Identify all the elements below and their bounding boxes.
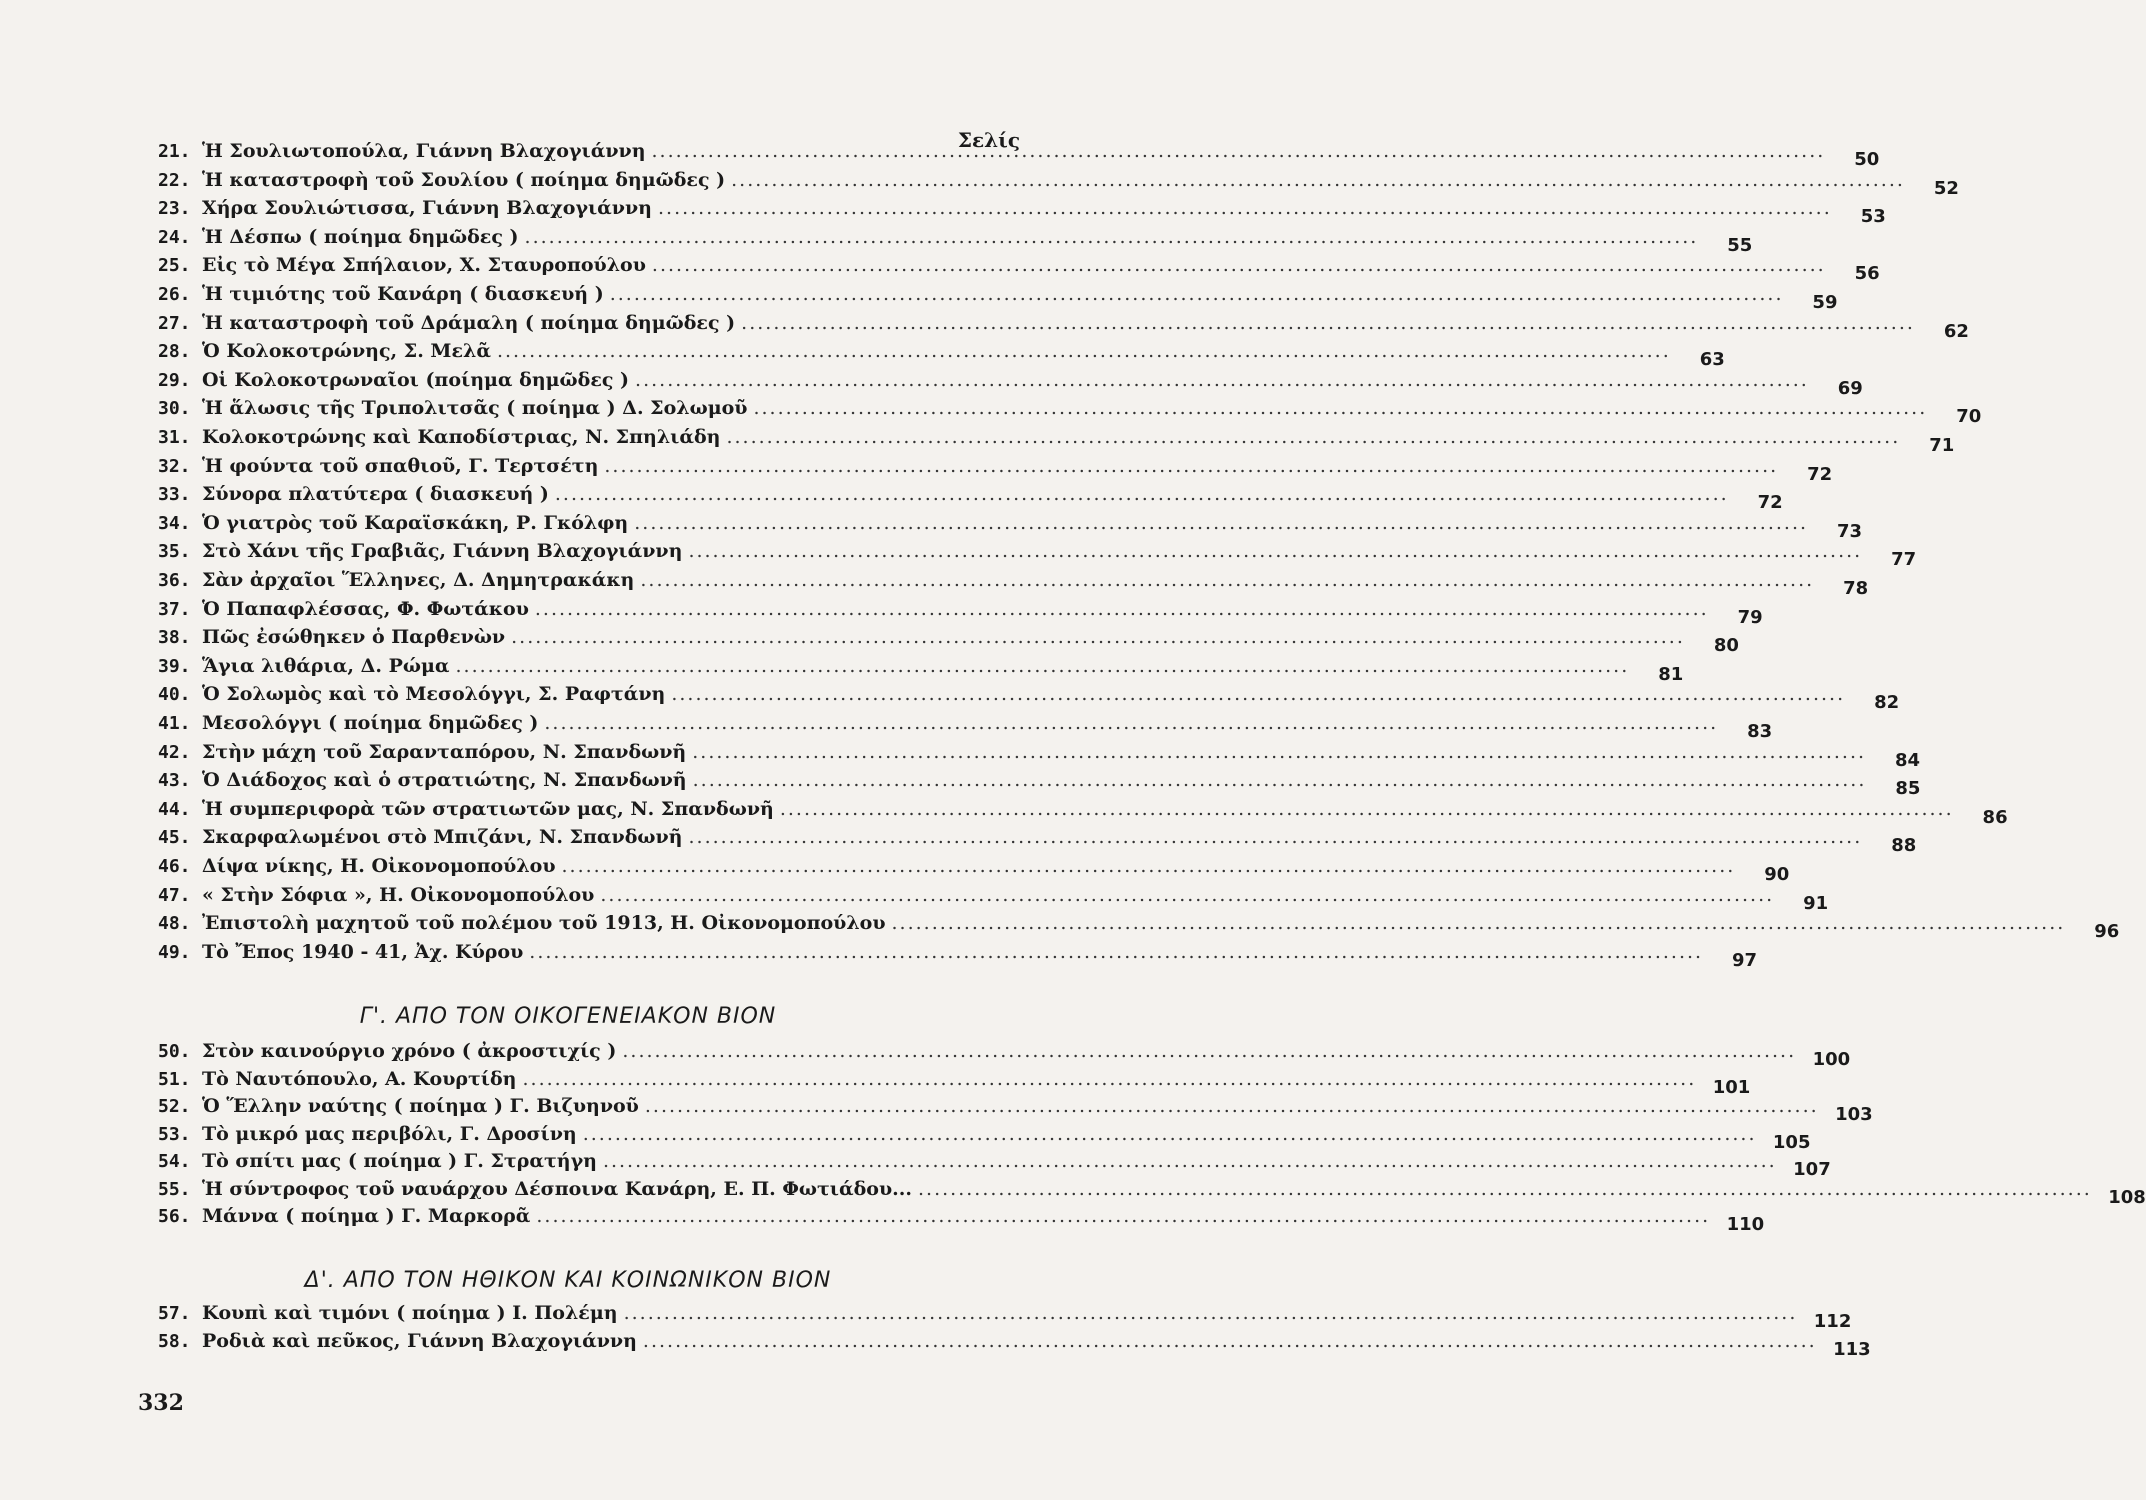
toc-entry xyxy=(158,540,1917,571)
leader-dots xyxy=(652,140,1826,162)
toc-entry xyxy=(158,168,1959,199)
entry-page: 86 xyxy=(1982,806,2008,828)
entry-page: 83 xyxy=(1747,721,1773,742)
entry-number: 36. xyxy=(158,570,191,591)
entry-title: Ἡ τιμιότης τοῦ Κανάρη ( διασκευή ) xyxy=(202,283,604,305)
toc-entry xyxy=(158,1329,1871,1360)
entry-number: 54. xyxy=(158,1151,191,1172)
entry-number: 58. xyxy=(158,1330,191,1352)
toc-entry xyxy=(158,626,1739,657)
leader-dots xyxy=(622,1040,1796,1062)
entry-page: 69 xyxy=(1837,377,1863,399)
entry-page: 63 xyxy=(1699,349,1725,371)
entry-title: Ἡ συμπεριφορὰ τῶν στρατιωτῶν μας, Ν. Σπανδωνῆ xyxy=(202,797,774,820)
leader-dots xyxy=(635,369,1809,391)
entry-title: Ἡ καταστροφὴ τοῦ Σουλίου ( ποίημα δημῶδες ) xyxy=(202,168,726,191)
entry-page: 79 xyxy=(1737,606,1763,628)
leader-dots xyxy=(688,826,1862,848)
leader-dots xyxy=(624,1302,1798,1324)
toc-entry xyxy=(158,254,1880,285)
entry-title: Στὸν καινούργιο χρόνο ( ἀκροστιχίς ) xyxy=(202,1040,617,1062)
leader-dots xyxy=(726,426,1900,448)
entry-number: 56. xyxy=(158,1206,191,1227)
entry-title: Ὁ Διάδοχος καὶ ὁ στρατιώτης, Ν. Σπανδωνῆ xyxy=(202,769,687,792)
entry-page: 88 xyxy=(1891,835,1917,857)
entry-title: Ὁ Παπαφλέσσας, Φ. Φωτάκου xyxy=(202,597,529,620)
entry-number: 52. xyxy=(158,1096,191,1117)
entry-title: Μάννα ( ποίημα ) Γ. Μαρκορᾶ xyxy=(202,1205,531,1227)
entry-number: 32. xyxy=(158,455,191,477)
entry-title: Χήρα Σουλιώτισσα, Γιάννη Βλαχογιάννη xyxy=(202,197,652,220)
entry-number: 42. xyxy=(158,741,191,763)
toc-entry xyxy=(158,483,1783,514)
leader-dots xyxy=(731,169,1905,191)
leader-dots xyxy=(522,1068,1696,1090)
toc-entry xyxy=(158,511,1863,542)
entry-page: 50 xyxy=(1854,149,1880,170)
page-column-header: Σελίς xyxy=(957,128,1020,152)
entry-title: Τὸ Ναυτόπουλο, Α. Κουρτίδη xyxy=(202,1067,517,1090)
entry-page: 113 xyxy=(1833,1338,1871,1360)
toc-entry xyxy=(158,797,2008,828)
entry-title: Ἡ Σουλιωτοπούλα, Γιάννη Βλαχογιάννη xyxy=(202,140,646,162)
entry-title: Εἰς τὸ Μέγα Σπήλαιον, Χ. Σταυροπούλου xyxy=(202,254,646,277)
section-d-title: Δ'. ΑΠΟ ΤΟΝ ΗΘΙΚΟΝ ΚΑΙ ΚΟΙΝΩΝΙΚΟΝ ΒΙΟΝ xyxy=(304,1268,832,1293)
entry-number: 39. xyxy=(158,655,191,677)
entry-page: 110 xyxy=(1726,1214,1765,1235)
toc-entry xyxy=(158,1302,1852,1332)
entry-title: Κολοκοτρώνης καὶ Καποδίστριας, Ν. Σπηλιάδη xyxy=(202,426,721,448)
leader-dots xyxy=(610,283,1784,305)
entry-page: 81 xyxy=(1658,663,1684,685)
leader-dots xyxy=(658,197,1832,219)
entry-number: 40. xyxy=(158,684,191,706)
leader-dots xyxy=(652,254,1826,276)
entry-number: 37. xyxy=(158,598,191,620)
leader-dots xyxy=(562,855,1736,877)
entry-title: Ἡ ἅλωσις τῆς Τριπολιτσᾶς ( ποίημα ) Δ. Σολωμοῦ xyxy=(202,397,748,420)
leader-dots xyxy=(918,1178,2092,1200)
entry-page: 72 xyxy=(1757,492,1783,514)
entry-page: 55 xyxy=(1727,234,1753,256)
toc-entry xyxy=(158,654,1684,685)
toc-entry xyxy=(158,426,1955,456)
leader-dots xyxy=(529,941,1703,963)
entry-page: 56 xyxy=(1854,263,1880,285)
entry-number: 44. xyxy=(158,798,191,820)
entry-page: 85 xyxy=(1895,778,1921,800)
toc-entry xyxy=(158,883,1829,914)
entry-page: 62 xyxy=(1943,320,1969,342)
entry-page: 72 xyxy=(1807,463,1833,485)
entry-title: Ὁ Κολοκοτρώνης, Σ. Μελᾶ xyxy=(202,340,491,363)
entry-title: Στὴν μάχη τοῦ Σαρανταπόρου, Ν. Σπανδωνῆ xyxy=(202,740,687,763)
entry-number: 22. xyxy=(158,169,191,191)
entry-number: 46. xyxy=(158,856,191,877)
leader-dots xyxy=(525,226,1699,248)
entry-number: 21. xyxy=(158,141,191,162)
toc-entry xyxy=(158,1040,1851,1070)
entry-number: 47. xyxy=(158,884,191,906)
entry-number: 29. xyxy=(158,369,191,391)
entry-title: Τὸ σπίτι μας ( ποίημα ) Γ. Στρατήγη xyxy=(202,1150,597,1172)
leader-dots xyxy=(688,540,1862,562)
entry-number: 30. xyxy=(158,398,191,420)
leader-dots xyxy=(497,340,1671,362)
leader-dots xyxy=(640,569,1814,591)
section-c-title: Γ'. ΑΠΟ ΤΟΝ ΟΙΚΟΓΕΝΕΙΑΚΟΝ ΒΙΟΝ xyxy=(359,1004,777,1029)
toc-entry xyxy=(158,197,1886,228)
entry-title: Ἅγια λιθάρια, Δ. Ρώμα xyxy=(202,654,450,677)
entry-title: Ροδιὰ καὶ πεῦκος, Γιάννη Βλαχογιάννη xyxy=(202,1329,637,1352)
entry-page: 71 xyxy=(1929,435,1955,456)
leader-dots xyxy=(604,455,1778,477)
entry-number: 23. xyxy=(158,198,191,220)
toc-entry xyxy=(158,940,1758,971)
entry-page: 70 xyxy=(1956,406,1982,428)
toc-entry xyxy=(158,1067,1751,1098)
entry-number: 26. xyxy=(158,284,191,305)
entry-title: Πῶς ἐσώθηκεν ὁ Παρθενὼν xyxy=(202,626,506,649)
entry-title: Ὁ γιατρὸς τοῦ Καραϊσκάκη, Ρ. Γκόλφη xyxy=(202,511,629,534)
toc-entry xyxy=(158,340,1725,371)
entry-page: 96 xyxy=(2094,921,2120,943)
entry-page: 107 xyxy=(1793,1159,1831,1180)
entry-page: 105 xyxy=(1772,1131,1811,1153)
entry-title: Τὸ Ἔπος 1940 - 41, Ἀχ. Κύρου xyxy=(202,940,524,963)
leader-dots xyxy=(753,397,1927,419)
entry-title: Ἡ καταστροφὴ τοῦ Δράμαλη ( ποίημα δημῶδες ) xyxy=(202,311,736,334)
entry-number: 24. xyxy=(158,226,191,248)
leader-dots xyxy=(535,598,1709,620)
entry-page: 59 xyxy=(1812,292,1838,313)
toc-entry xyxy=(158,569,1869,599)
entry-number: 50. xyxy=(158,1041,191,1062)
entry-title: Ὁ Ἕλλην ναύτης ( ποίημα ) Γ. Βιζυηνοῦ xyxy=(202,1095,639,1117)
leader-dots xyxy=(643,1330,1817,1352)
entry-number: 31. xyxy=(158,427,191,448)
entry-title: Σὰν ἀρχαῖοι Ἕλληνες, Δ. Δημητρακάκη xyxy=(202,569,635,591)
leader-dots xyxy=(603,1150,1777,1172)
entry-title: Κουπὶ καὶ τιμόνι ( ποίημα ) Ι. Πολέμη xyxy=(202,1302,618,1324)
leader-dots xyxy=(544,712,1718,734)
entry-page: 108 xyxy=(2108,1186,2146,1208)
entry-page: 78 xyxy=(1843,578,1869,599)
leader-dots xyxy=(692,741,1866,763)
leader-dots xyxy=(741,312,1915,334)
leader-dots xyxy=(693,769,1867,791)
entry-title: Μεσολόγγι ( ποίημα δημῶδες ) xyxy=(202,712,539,734)
entry-number: 55. xyxy=(158,1178,191,1200)
entry-title: Σύνορα πλατύτερα ( διασκευή ) xyxy=(202,483,549,506)
entry-number: 38. xyxy=(158,627,191,649)
entry-title: Οἱ Κολοκοτρωναῖοι (ποίημα δημῶδες ) xyxy=(202,368,630,391)
toc-entry xyxy=(158,1177,2146,1208)
entry-title: Ἐπιστολὴ μαχητοῦ τοῦ πολέμου τοῦ 1913, Η. Οἰκονομοπούλου xyxy=(202,912,886,935)
entry-title: Ἡ φούντα τοῦ σπαθιοῦ, Γ. Τερτσέτη xyxy=(202,454,599,477)
entry-number: 45. xyxy=(158,827,191,849)
entry-number: 33. xyxy=(158,484,191,506)
toc-entry xyxy=(158,225,1753,256)
entry-page: 73 xyxy=(1836,520,1863,542)
toc-entry xyxy=(158,597,1763,628)
leader-dots xyxy=(600,884,1774,906)
leader-dots xyxy=(455,655,1629,677)
entry-title: Δίψα νίκης, Η. Οἰκονομοπούλου xyxy=(202,855,556,877)
leader-dots xyxy=(583,1123,1757,1145)
toc-entry xyxy=(158,683,1900,714)
toc-entry xyxy=(158,855,1790,885)
entry-number: 49. xyxy=(158,941,191,963)
entry-title: Ἡ Δέσπω ( ποίημα δημῶδες ) xyxy=(202,225,519,248)
entry-number: 51. xyxy=(158,1068,191,1090)
toc-entry xyxy=(158,311,1969,342)
entry-page: 90 xyxy=(1764,864,1790,885)
leader-dots xyxy=(892,912,2066,934)
page-number: 332 xyxy=(138,1390,184,1416)
toc-entry xyxy=(158,1150,1831,1180)
entry-number: 53. xyxy=(158,1123,191,1145)
toc-entry xyxy=(158,740,1921,771)
entry-number: 34. xyxy=(158,512,191,534)
entry-title: Στὸ Χάνι τῆς Γραβιᾶς, Γιάννη Βλαχογιάννη xyxy=(202,540,683,563)
entry-page: 112 xyxy=(1813,1311,1852,1332)
entry-number: 35. xyxy=(158,541,191,563)
toc-entry xyxy=(158,912,2120,943)
leader-dots xyxy=(671,683,1845,705)
toc-entry xyxy=(158,712,1773,742)
entry-title: « Στὴν Σόφια », Η. Οἰκονομοπούλου xyxy=(202,883,595,906)
toc-entry xyxy=(158,397,1982,428)
entry-number: 57. xyxy=(158,1303,191,1324)
toc-entry xyxy=(158,769,1921,800)
leader-dots xyxy=(536,1205,1710,1227)
entry-number: 27. xyxy=(158,312,191,334)
entry-page: 52 xyxy=(1933,177,1959,199)
entry-page: 103 xyxy=(1835,1104,1873,1125)
leader-dots xyxy=(511,626,1685,648)
toc-entry xyxy=(158,1122,1811,1153)
entry-title: Τὸ μικρό μας περιβόλι, Γ. Δροσίνη xyxy=(202,1122,577,1145)
entry-number: 43. xyxy=(158,770,191,792)
toc-entry xyxy=(158,826,1917,857)
toc-entry xyxy=(158,454,1833,485)
leader-dots xyxy=(780,798,1954,820)
entry-title: Ὁ Σολωμὸς καὶ τὸ Μεσολόγγι, Σ. Ραφτάνη xyxy=(202,683,666,706)
entry-page: 77 xyxy=(1891,549,1917,571)
entry-page: 97 xyxy=(1732,949,1758,971)
entry-title: Ἡ σύντροφος τοῦ ναυάρχου Δέσποινα Κανάρη, Ε. Π. Φωτιάδου... xyxy=(202,1177,912,1200)
leader-dots xyxy=(634,512,1808,534)
entry-title: Σκαρφαλωμένοι στὸ Μπιζάνι, Ν. Σπανδωνῆ xyxy=(202,826,683,849)
leader-dots xyxy=(645,1095,1819,1117)
toc-entry xyxy=(158,1095,1873,1125)
entry-page: 82 xyxy=(1874,692,1900,714)
entry-number: 48. xyxy=(158,913,191,935)
entry-number: 25. xyxy=(158,255,191,277)
entry-number: 28. xyxy=(158,341,191,363)
leader-dots xyxy=(555,483,1729,505)
entry-page: 80 xyxy=(1713,635,1739,657)
toc-entry xyxy=(158,283,1838,313)
entry-page: 100 xyxy=(1812,1049,1851,1070)
toc-entry xyxy=(158,368,1863,399)
toc-entry xyxy=(158,1205,1765,1235)
entry-page: 91 xyxy=(1803,892,1829,914)
entry-number: 41. xyxy=(158,713,191,734)
entry-page: 84 xyxy=(1894,749,1921,771)
entry-page: 53 xyxy=(1860,206,1886,228)
entry-page: 101 xyxy=(1712,1076,1751,1098)
